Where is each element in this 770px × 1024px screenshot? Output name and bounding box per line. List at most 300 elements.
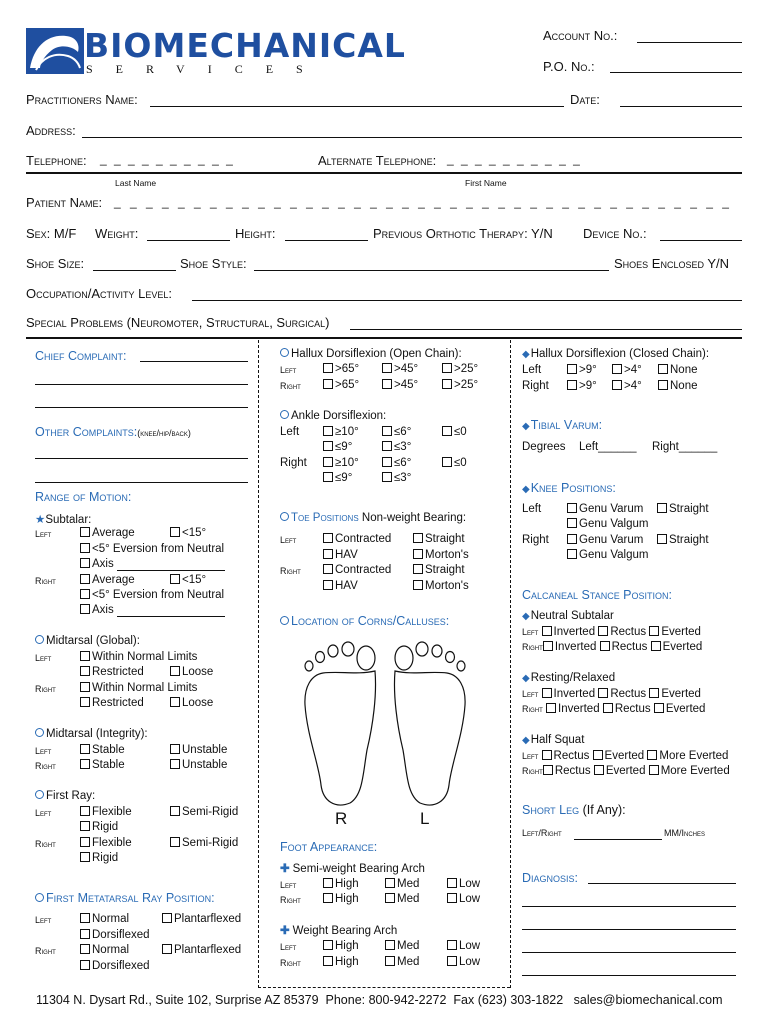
address-field[interactable] [82, 137, 742, 138]
account-field[interactable] [637, 42, 742, 43]
knee-right-straight[interactable] [657, 534, 709, 546]
row-label: Left [522, 751, 539, 761]
semi-arch-left-label: Left [280, 880, 297, 890]
ankle-left-ge10[interactable] [323, 426, 359, 438]
checkbox-icon[interactable] [382, 457, 392, 467]
option-text: Rectus [610, 626, 647, 638]
checkbox-icon[interactable] [80, 821, 90, 831]
checkbox-icon[interactable] [413, 580, 423, 590]
checkbox-icon[interactable] [442, 457, 452, 467]
chief-complaint-field-2[interactable] [35, 384, 248, 385]
short-leg-field[interactable] [574, 839, 662, 840]
midtarsal-left-wnl[interactable] [80, 651, 197, 663]
ankle-left-le3[interactable] [382, 441, 411, 453]
integrity-left-stable[interactable] [80, 744, 125, 756]
option-text: ≤6° [394, 426, 412, 438]
midtarsal-left-loose[interactable] [170, 666, 213, 678]
checkbox-icon[interactable] [80, 604, 90, 614]
patient-name-label: Patient Name: [26, 195, 103, 210]
weight-label: Weight: [95, 226, 139, 241]
knee-left-valgum[interactable] [567, 518, 648, 530]
checkbox-icon[interactable] [612, 364, 622, 374]
integrity-right-stable[interactable] [80, 759, 125, 771]
subtalar-left-lt15[interactable] [170, 527, 206, 539]
checkbox-icon[interactable] [323, 878, 333, 888]
hallux-left-25[interactable] [442, 363, 478, 375]
row-label: Left [522, 627, 539, 637]
checkbox-icon[interactable] [603, 703, 613, 713]
diamond-bullet-icon: ◆ [522, 611, 530, 622]
occupation-field[interactable] [192, 300, 742, 301]
column-divider-2 [510, 340, 511, 988]
column-divider-1 [258, 340, 259, 988]
chief-complaint-label: Chief Complaint: [35, 349, 127, 363]
special-problems-field[interactable] [350, 329, 742, 330]
section-text: Midtarsal (Integrity): [46, 728, 148, 740]
midtarsal-right-restricted[interactable] [80, 697, 144, 709]
option-text: Inverted [553, 688, 596, 700]
checkbox-icon[interactable] [323, 893, 333, 903]
diamond-bullet-icon: ◆ [522, 673, 530, 684]
section-text: Weight Bearing Arch [292, 925, 398, 937]
diagnosis-field-1[interactable] [588, 883, 736, 884]
option-text: Everted [604, 750, 645, 762]
checkbox-icon[interactable] [162, 944, 172, 954]
checkbox-icon[interactable] [323, 363, 333, 373]
checkbox-icon[interactable] [598, 688, 608, 698]
section-subtext: (If Any): [582, 803, 626, 817]
chief-complaint-field-1[interactable] [140, 361, 248, 362]
checkbox-icon[interactable] [170, 527, 180, 537]
subtalar-right-lt15[interactable] [170, 574, 206, 586]
checkbox-icon[interactable] [567, 534, 577, 544]
checkbox-icon[interactable] [80, 527, 90, 537]
checkbox-icon[interactable] [385, 956, 395, 966]
checkbox-icon[interactable] [594, 765, 604, 775]
toe-left-hav[interactable] [323, 549, 358, 561]
option-text: Restricted [92, 666, 144, 678]
hallux-closed-left-4[interactable] [612, 364, 642, 376]
first-met-right-plantarflexed[interactable] [162, 944, 241, 956]
checkbox-icon[interactable] [170, 666, 180, 676]
option-text: >9° [579, 364, 597, 376]
checkbox-icon[interactable] [658, 380, 668, 390]
semi-arch-left-low[interactable] [447, 878, 480, 890]
option-text: Everted [661, 688, 701, 700]
diagnosis-field-3[interactable] [522, 929, 736, 930]
weight-arch-right-high[interactable] [323, 956, 359, 968]
section-text: Semi-weight Bearing Arch [292, 863, 425, 875]
ankle-right-le9[interactable] [323, 472, 352, 484]
weight-arch-left-low[interactable] [447, 940, 480, 952]
checkbox-icon[interactable] [598, 626, 608, 636]
checkbox-icon[interactable] [80, 682, 90, 692]
checkbox-icon[interactable] [447, 893, 457, 903]
telephone-label: Telephone: [26, 153, 87, 168]
checkbox-icon[interactable] [323, 940, 333, 950]
option-text: ≤3° [394, 441, 412, 453]
subtalar-left-eversion[interactable] [80, 543, 224, 555]
ankle-right-le6[interactable] [382, 457, 411, 469]
weight-arch-left-high[interactable] [323, 940, 359, 952]
hallux-closed-right-9[interactable] [567, 380, 597, 392]
option-text: Morton's [425, 549, 469, 561]
checkbox-icon[interactable] [323, 472, 333, 482]
checkbox-icon[interactable] [567, 549, 577, 559]
option-text: Genu Varum [579, 503, 644, 515]
checkbox-icon[interactable] [382, 472, 392, 482]
checkbox-icon[interactable] [447, 878, 457, 888]
checkbox-icon[interactable] [385, 940, 395, 950]
checkbox-icon[interactable] [567, 518, 577, 528]
option-text: Rectus [610, 688, 647, 700]
toe-right-label: Right [280, 566, 301, 576]
first-met-label [35, 891, 215, 905]
checkbox-icon[interactable] [612, 380, 622, 390]
checkbox-icon[interactable] [80, 589, 90, 599]
checkbox-icon[interactable] [80, 929, 90, 939]
height-label: Height: [235, 226, 276, 241]
checkbox-icon[interactable] [382, 379, 392, 389]
chief-complaint-field-3[interactable] [35, 407, 248, 408]
ankle-right-le3[interactable] [382, 472, 411, 484]
checkbox-icon[interactable] [649, 765, 659, 775]
first-ray-left-flexible[interactable] [80, 806, 132, 818]
option-text: Morton's [425, 580, 469, 592]
ankle-right-label: Right [280, 457, 307, 469]
subtalar-right-average[interactable] [80, 574, 135, 586]
checkbox-icon[interactable] [658, 364, 668, 374]
shoe-style-label: Shoe Style: [180, 256, 247, 271]
midtarsal-left-restricted[interactable] [80, 666, 144, 678]
footer-email[interactable]: sales@biomechanical.com [573, 993, 723, 1007]
practitioner-field[interactable] [150, 106, 564, 107]
checkbox-icon[interactable] [80, 852, 90, 862]
option-text: Dorsiflexed [92, 929, 150, 941]
checkbox-icon[interactable] [80, 837, 90, 847]
checkbox-icon[interactable] [442, 426, 452, 436]
footer [36, 993, 723, 1007]
option-text: ≤0 [454, 426, 467, 438]
midtarsal-right-wnl[interactable] [80, 682, 197, 694]
ankle-left-le9[interactable] [323, 441, 352, 453]
first-ray-left-semi-rigid[interactable] [170, 806, 238, 818]
hallux-right-45[interactable] [382, 379, 418, 391]
checkbox-icon[interactable] [567, 364, 577, 374]
semi-arch-left-high[interactable] [323, 878, 359, 890]
integrity-left-unstable[interactable] [170, 744, 227, 756]
checkbox-icon[interactable] [442, 363, 452, 373]
half-squat-label [522, 734, 584, 746]
hallux-left-65[interactable] [323, 363, 359, 375]
semi-arch-right-med[interactable] [385, 893, 419, 905]
checkbox-icon[interactable] [80, 558, 90, 568]
patient-name-field[interactable]: _ _ _ _ _ _ _ _ _ _ _ _ _ _ _ _ _ _ _ _ _ _ _ _ _ _ _ _ _ _ _ _ _ _ _ _ _ _ _ [114, 195, 732, 209]
short-leg-lr-label: Left/Right [522, 828, 562, 838]
half-squat-left-row [522, 750, 728, 762]
knee-right-valgum[interactable] [567, 549, 648, 561]
option-text: Straight [669, 503, 709, 515]
option-text: ≤0 [454, 457, 467, 469]
option-text: Straight [669, 534, 709, 546]
first-met-right-normal[interactable] [80, 944, 129, 956]
toe-right-straight[interactable] [413, 564, 465, 576]
option-text: Med [397, 940, 420, 952]
checkbox-icon[interactable] [80, 960, 90, 970]
checkbox-icon[interactable] [382, 363, 392, 373]
toe-left-contracted[interactable] [323, 533, 391, 545]
checkbox-icon[interactable] [542, 626, 552, 636]
checkbox-icon[interactable] [651, 641, 661, 651]
checkbox-icon[interactable] [80, 666, 90, 676]
checkbox-icon[interactable] [413, 564, 423, 574]
hallux-right-25[interactable] [442, 379, 478, 391]
option-text: Rigid [92, 852, 119, 864]
hallux-open-label [280, 348, 462, 360]
checkbox-icon[interactable] [80, 806, 90, 816]
checkbox-icon[interactable] [170, 574, 180, 584]
first-met-right-label: Right [35, 946, 56, 956]
checkbox-icon[interactable] [385, 893, 395, 903]
other-complaints-field-1[interactable] [35, 458, 248, 459]
section-text: Hallux Dorsiflexion (Closed Chain): [530, 348, 710, 360]
option-text: >4° [624, 364, 642, 376]
ankle-left-label: Left [280, 426, 300, 438]
subtalar-left-axis-field[interactable] [117, 570, 225, 571]
option-text: ≤6° [394, 457, 412, 469]
knee-left-varum[interactable] [567, 503, 643, 515]
first-met-right-dorsiflexed[interactable] [80, 960, 150, 972]
checkbox-icon[interactable] [657, 534, 667, 544]
checkbox-icon[interactable] [80, 944, 90, 954]
circle-bullet-icon [280, 410, 289, 419]
foot-appearance-label: Foot Appearance: [280, 840, 378, 854]
midtarsal-right-label: Right [35, 684, 56, 694]
first-ray-right-semi-rigid[interactable] [170, 837, 238, 849]
semi-arch-left-med[interactable] [385, 878, 419, 890]
checkbox-icon[interactable] [447, 956, 457, 966]
diagnosis-field-4[interactable] [522, 952, 736, 953]
checkbox-icon[interactable] [442, 379, 452, 389]
circle-bullet-icon [35, 635, 44, 644]
toe-right-contracted[interactable] [323, 564, 391, 576]
checkbox-icon[interactable] [170, 744, 180, 754]
semi-arch-right-high[interactable] [323, 893, 359, 905]
checkbox-icon[interactable] [162, 913, 172, 923]
telephone-field[interactable]: _ _ _ _ _ _ _ _ _ _ [100, 152, 235, 166]
other-complaints-sub: (knee/hip/back) [137, 428, 191, 438]
other-complaints-text: Other Complaints: [35, 425, 138, 439]
checkbox-icon[interactable] [80, 543, 90, 553]
semi-arch-right-label: Right [280, 895, 301, 905]
option-text: >45° [394, 379, 419, 391]
checkbox-icon[interactable] [80, 574, 90, 584]
shoe-style-field[interactable] [254, 270, 609, 271]
ankle-right-ge10[interactable] [323, 457, 359, 469]
checkbox-icon[interactable] [542, 750, 552, 760]
checkbox-icon[interactable] [323, 549, 333, 559]
subtalar-right-axis-field[interactable] [117, 616, 225, 617]
checkbox-icon[interactable] [543, 765, 553, 775]
checkbox-icon[interactable] [323, 441, 333, 451]
checkbox-icon[interactable] [593, 750, 603, 760]
checkbox-icon[interactable] [649, 688, 659, 698]
option-text: None [670, 380, 698, 392]
other-complaints-field-2[interactable] [35, 482, 248, 483]
option-text: Med [397, 893, 420, 905]
weight-arch-left-med[interactable] [385, 940, 419, 952]
checkbox-icon[interactable] [323, 580, 333, 590]
logo-subtitle: SERVICES [86, 62, 326, 76]
integrity-left-label: Left [35, 746, 52, 756]
hallux-closed-left-none[interactable] [658, 364, 698, 376]
checkbox-icon[interactable] [323, 379, 333, 389]
section-text: Half Squat [530, 734, 585, 746]
checkbox-icon[interactable] [543, 641, 553, 651]
option-text: Restricted [92, 697, 144, 709]
hallux-closed-left-9[interactable] [567, 364, 597, 376]
special-problems-label: Special Problems (Neuromoter, Structural, Surgical) [26, 315, 330, 330]
checkbox-icon[interactable] [382, 426, 392, 436]
checkbox-icon[interactable] [80, 697, 90, 707]
first-met-left-normal[interactable] [80, 913, 129, 925]
checkbox-icon[interactable] [657, 503, 667, 513]
plus-icon: ✚ [280, 925, 290, 937]
diamond-bullet-icon: ◆ [522, 349, 530, 360]
first-ray-left-rigid[interactable] [80, 821, 118, 833]
hallux-closed-right-none[interactable] [658, 380, 698, 392]
diagnosis-field-5[interactable] [522, 975, 736, 976]
checkbox-icon[interactable] [170, 806, 180, 816]
option-text: ≤3° [394, 472, 412, 484]
option-text: >65° [335, 379, 360, 391]
section-subtext: Non-weight Bearing: [361, 512, 467, 524]
option-text: <15° [182, 527, 207, 539]
logo-title: BIOMECHANICAL [84, 26, 406, 65]
height-field[interactable] [285, 240, 368, 241]
weight-arch-right-med[interactable] [385, 956, 419, 968]
device-field[interactable] [660, 240, 742, 241]
option-text: Rectus [611, 641, 648, 653]
checkbox-icon[interactable] [413, 533, 423, 543]
checkbox-icon[interactable] [385, 878, 395, 888]
checkbox-icon[interactable] [542, 688, 552, 698]
diagnosis-label: Diagnosis: [522, 871, 579, 885]
first-met-left-label: Left [35, 915, 52, 925]
option-text: Semi-Rigid [182, 806, 239, 818]
tibial-degrees: Degrees [522, 441, 566, 453]
neutral-subtalar-label [522, 610, 614, 622]
date-field[interactable] [620, 106, 742, 107]
weight-arch-right-low[interactable] [447, 956, 480, 968]
checkbox-icon[interactable] [170, 759, 180, 769]
tibial-left-field[interactable]: Left______ [579, 441, 637, 453]
toe-left-mortons[interactable] [413, 549, 469, 561]
toe-positions-label [280, 512, 466, 524]
toe-left-straight[interactable] [413, 533, 465, 545]
checkbox-icon[interactable] [323, 457, 333, 467]
checkbox-icon[interactable] [567, 503, 577, 513]
checkbox-icon[interactable] [447, 940, 457, 950]
date-label: Date: [570, 92, 600, 107]
diagnosis-field-2[interactable] [522, 906, 736, 907]
alt-telephone-field[interactable]: _ _ _ _ _ _ _ _ _ _ [447, 152, 582, 166]
subtalar-right-eversion[interactable] [80, 589, 224, 601]
ankle-right-le0[interactable] [442, 457, 467, 469]
semi-arch-right-low[interactable] [447, 893, 480, 905]
circle-bullet-icon [280, 512, 289, 521]
hallux-closed-right-4[interactable] [612, 380, 642, 392]
checkbox-icon[interactable] [170, 837, 180, 847]
checkbox-icon[interactable] [170, 697, 180, 707]
first-ray-right-flexible[interactable] [80, 837, 132, 849]
option-text: Contracted [335, 533, 392, 545]
toe-right-mortons[interactable] [413, 580, 469, 592]
first-met-left-dorsiflexed[interactable] [80, 929, 150, 941]
toe-right-hav[interactable] [323, 580, 358, 592]
option-text: Rectus [554, 765, 591, 777]
checkbox-icon[interactable] [600, 641, 610, 651]
midtarsal-right-loose[interactable] [170, 697, 213, 709]
checkbox-icon[interactable] [80, 651, 90, 661]
checkbox-icon[interactable] [654, 703, 664, 713]
tibial-right-field[interactable]: Right______ [652, 441, 718, 453]
checkbox-icon[interactable] [649, 626, 659, 636]
checkbox-icon[interactable] [323, 564, 333, 574]
po-field[interactable] [610, 72, 742, 73]
plus-icon: ✚ [280, 863, 290, 875]
foot-diagram[interactable] [295, 635, 475, 810]
option-text: More Everted [660, 765, 730, 777]
row-label: Right [522, 704, 543, 714]
checkbox-icon[interactable] [80, 759, 90, 769]
option-text: Within Normal Limits [92, 682, 198, 694]
integrity-right-unstable[interactable] [170, 759, 227, 771]
option-text: Straight [425, 564, 465, 576]
first-ray-right-rigid[interactable] [80, 852, 118, 864]
knee-right-varum[interactable] [567, 534, 643, 546]
weight-field[interactable] [147, 240, 230, 241]
checkbox-icon[interactable] [323, 426, 333, 436]
checkbox-icon[interactable] [413, 549, 423, 559]
checkbox-icon[interactable] [80, 744, 90, 754]
option-text: Unstable [182, 759, 228, 771]
option-text: Average [92, 574, 135, 586]
section-text: Tibial Varum: [530, 418, 603, 432]
ankle-left-le6[interactable] [382, 426, 411, 438]
checkbox-icon[interactable] [323, 533, 333, 543]
checkbox-icon[interactable] [546, 703, 556, 713]
hallux-right-65[interactable] [323, 379, 359, 391]
checkbox-icon[interactable] [567, 380, 577, 390]
checkbox-icon[interactable] [647, 750, 657, 760]
checkbox-icon[interactable] [323, 956, 333, 966]
first-met-left-plantarflexed[interactable] [162, 913, 241, 925]
ankle-label [280, 410, 386, 422]
option-text: Low [459, 956, 481, 968]
ankle-left-le0[interactable] [442, 426, 467, 438]
checkbox-icon[interactable] [80, 913, 90, 923]
subtalar-left-axis[interactable] [80, 558, 114, 570]
shoe-size-field[interactable] [93, 270, 176, 271]
checkbox-icon[interactable] [382, 441, 392, 451]
subtalar-right-axis[interactable] [80, 604, 114, 616]
first-ray-label [35, 790, 95, 802]
hallux-left-45[interactable] [382, 363, 418, 375]
subtalar-left-average[interactable] [80, 527, 135, 539]
diamond-bullet-icon: ◆ [522, 421, 530, 432]
knee-left-straight[interactable] [657, 503, 709, 515]
